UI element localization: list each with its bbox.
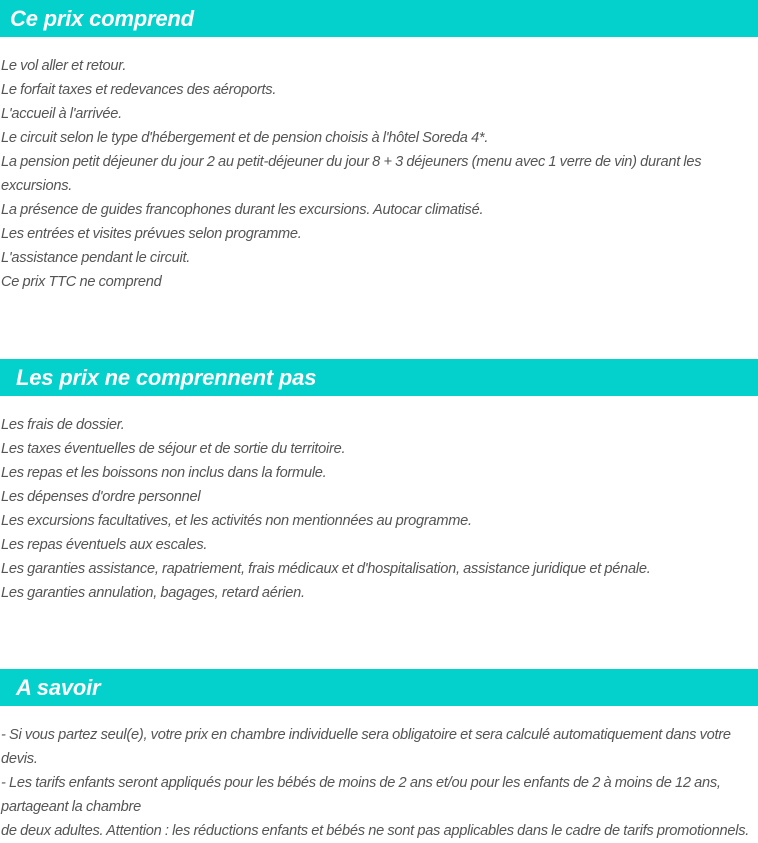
list-item: Les dépenses d'ordre personnel bbox=[1, 489, 201, 505]
note-item: - Si vous partez seul(e), votre prix en chambre individuelle sera obligatoire et sera calculé automatiquement dans votre devis. bbox=[1, 727, 731, 767]
section-body-ce-prix-comprend bbox=[0, 37, 758, 294]
section-spacer bbox=[0, 605, 758, 669]
list-item: Les garanties annulation, bagages, retard aérien. bbox=[1, 585, 305, 601]
list-item: La pension petit déjeuner du jour 2 au petit-déjeuner du jour 8 + 3 déjeuners (menu avec 1 verre de vin) durant les excursions. bbox=[1, 154, 702, 194]
section-les-prix-ne-comprennent-pas bbox=[0, 359, 758, 605]
section-spacer bbox=[0, 294, 758, 359]
list-item: Le circuit selon le type d'hébergement et de pension choisis à l'hôtel Soreda 4*. bbox=[1, 130, 489, 146]
list-item: Les frais de dossier. bbox=[1, 417, 125, 433]
section-body-a-savoir bbox=[0, 706, 758, 843]
note-item: - Les tarifs enfants seront appliqués pour les bébés de moins de 2 ans et/ou pour les enfants de 2 à moins de 12 ans, partageant la chambre bbox=[1, 775, 721, 815]
section-body-les-prix-ne-comprennent-pas bbox=[0, 396, 758, 605]
list-item: Les entrées et visites prévues selon programme. bbox=[1, 226, 302, 242]
section-header-bar-les-prix-ne-comprennent-pas bbox=[0, 359, 758, 396]
list-item: Ce prix TTC ne comprend bbox=[1, 274, 162, 290]
list-item: Les garanties assistance, rapatriement, frais médicaux et d'hospitalisation, assistance juridique et pénale. bbox=[1, 561, 651, 577]
list-item: Les excursions facultatives, et les activités non mentionnées au programme. bbox=[1, 513, 472, 529]
section-title-les-prix-ne-comprennent-pas: Les prix ne comprennent pas bbox=[16, 364, 317, 390]
list-item: L'accueil à l'arrivée. bbox=[1, 106, 122, 122]
list-item: Les repas et les boissons non inclus dans la formule. bbox=[1, 465, 327, 481]
section-ce-prix-comprend bbox=[0, 0, 758, 294]
list-item: Le vol aller et retour. bbox=[1, 58, 127, 74]
note-item: de deux adultes. Attention : les réductions enfants et bébés ne sont pas applicables dans le cadre de tarifs promotionnels. bbox=[1, 823, 750, 839]
list-item: L'assistance pendant le circuit. bbox=[1, 250, 191, 266]
list-item: La présence de guides francophones durant les excursions. Autocar climatisé. bbox=[1, 202, 484, 218]
section-title-a-savoir: A savoir bbox=[16, 674, 101, 700]
section-title-ce-prix-comprend: Ce prix comprend bbox=[10, 5, 194, 31]
list-item: Les taxes éventuelles de séjour et de sortie du territoire. bbox=[1, 441, 346, 457]
section-header-bar-a-savoir bbox=[0, 669, 758, 706]
section-header-bar-ce-prix-comprend bbox=[0, 0, 758, 37]
section-a-savoir bbox=[0, 669, 758, 843]
list-item: Les repas éventuels aux escales. bbox=[1, 537, 208, 553]
list-item: Le forfait taxes et redevances des aéroports. bbox=[1, 82, 277, 98]
